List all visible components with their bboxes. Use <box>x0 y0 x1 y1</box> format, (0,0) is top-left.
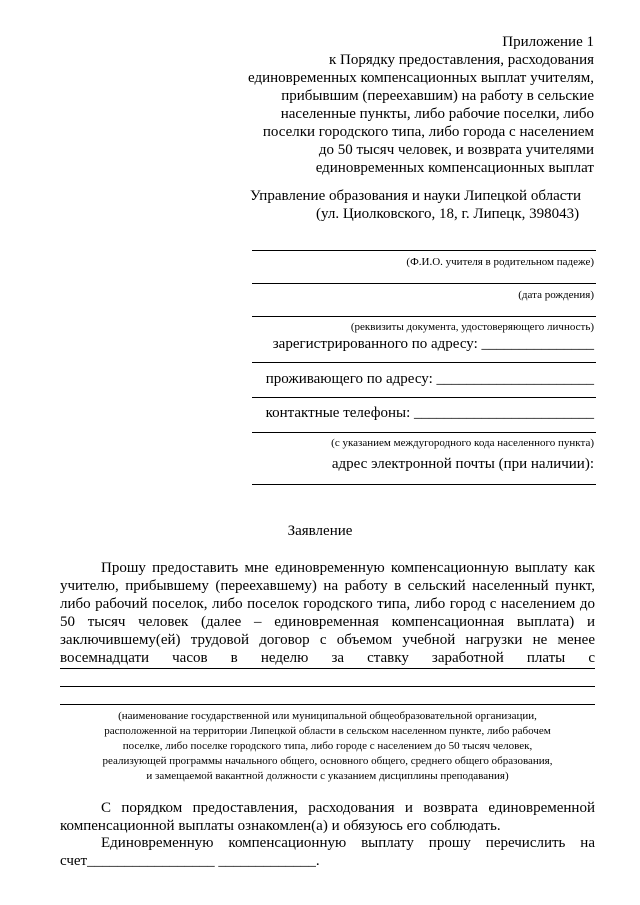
dob-field-line[interactable] <box>252 283 596 284</box>
fio-field-line[interactable] <box>252 250 596 251</box>
fio-hint: (Ф.И.О. учителя в родительном падеже) <box>406 256 594 268</box>
header-line: прибывшим (переехавшим) на работу в сельские <box>281 88 594 104</box>
hint-line: и замещаемой вакантной должности с указанием дисциплины преподавания) <box>146 770 509 782</box>
body-line: 50 тысяч человек (далее – единовременная компенсационная выплата) и <box>60 614 595 630</box>
closing-line: С порядком предоставления, расходования и возврата единовременной <box>101 800 595 816</box>
hint-line: реализующей программы начального общего, основного общего, среднего общего образования, <box>102 755 553 767</box>
dob-hint: (дата рождения) <box>518 289 594 301</box>
registered-address-field-line[interactable] <box>252 362 596 363</box>
hint-line: (наименование государственной или муниципальной общеобразовательной организации, <box>118 710 537 722</box>
header-line: к Порядку предоставления, расходования <box>329 52 594 68</box>
organization-field-line[interactable] <box>60 686 595 687</box>
body-line: либо рабочий поселок, либо поселок городского типа, либо город с населением до <box>60 596 595 612</box>
id-document-hint: (реквизиты документа, удостоверяющего личность) <box>350 321 594 333</box>
addressee-address: (ул. Циолковского, 18, г. Липецк, 398043) <box>316 206 580 222</box>
organization-field-line[interactable] <box>60 704 595 705</box>
registered-address-label: зарегистрированного по адресу: _______________ <box>272 336 594 352</box>
id-document-field-line[interactable] <box>252 316 596 317</box>
organization-field-line[interactable] <box>60 668 595 669</box>
body-line: Прошу предоставить мне единовременную компенсационную выплату как <box>101 560 595 576</box>
addressee-org: Управление образования и науки Липецкой области <box>250 188 581 204</box>
hint-line: расположенной на территории Липецкой области в сельском населенном пункте, либо рабочем <box>104 725 551 737</box>
phones-label: контактные телефоны: ________________________ <box>265 405 594 421</box>
body-line: заключившему(ей) трудовой договор с объемом учебной нагрузки не менее <box>60 632 595 648</box>
email-field-line[interactable] <box>252 484 596 485</box>
statement-title: Заявление <box>287 523 353 539</box>
header-line: единовременных компенсационных выплат <box>315 160 594 176</box>
body-line: восемнадцати часов в неделю за ставку заработной платы с <box>60 650 595 666</box>
closing-line: Единовременную компенсационную выплату прошу перечислить на <box>101 835 595 851</box>
residence-address-field-line[interactable] <box>252 397 596 398</box>
header-line: единовременных компенсационных выплат учителям, <box>248 70 594 86</box>
residence-address-label: проживающего по адресу: _____________________ <box>265 371 594 387</box>
phones-hint: (с указанием междугородного кода населенного пункта) <box>331 437 594 449</box>
email-label: адрес электронной почты (при наличии): <box>331 456 594 472</box>
header-line: до 50 тысяч человек, и возврата учителями <box>318 142 594 158</box>
body-line: учителю, прибывшему (переехавшему) на работу в сельский населенный пункт, <box>60 578 595 594</box>
header-line: населенные пункты, либо рабочие поселки, либо <box>280 106 594 122</box>
phones-field-line[interactable] <box>252 432 596 433</box>
closing-line: компенсационной выплаты ознакомлен(а) и обязуюсь его соблюдать. <box>60 818 501 834</box>
header-line: поселки городского типа, либо города с населением <box>262 124 594 140</box>
appendix-label: Приложение 1 <box>502 34 594 50</box>
account-field[interactable]: счет_________________ _____________. <box>60 853 320 869</box>
hint-line: поселке, либо поселке городского типа, либо городе с населением до 50 тысяч человек, <box>122 740 533 752</box>
